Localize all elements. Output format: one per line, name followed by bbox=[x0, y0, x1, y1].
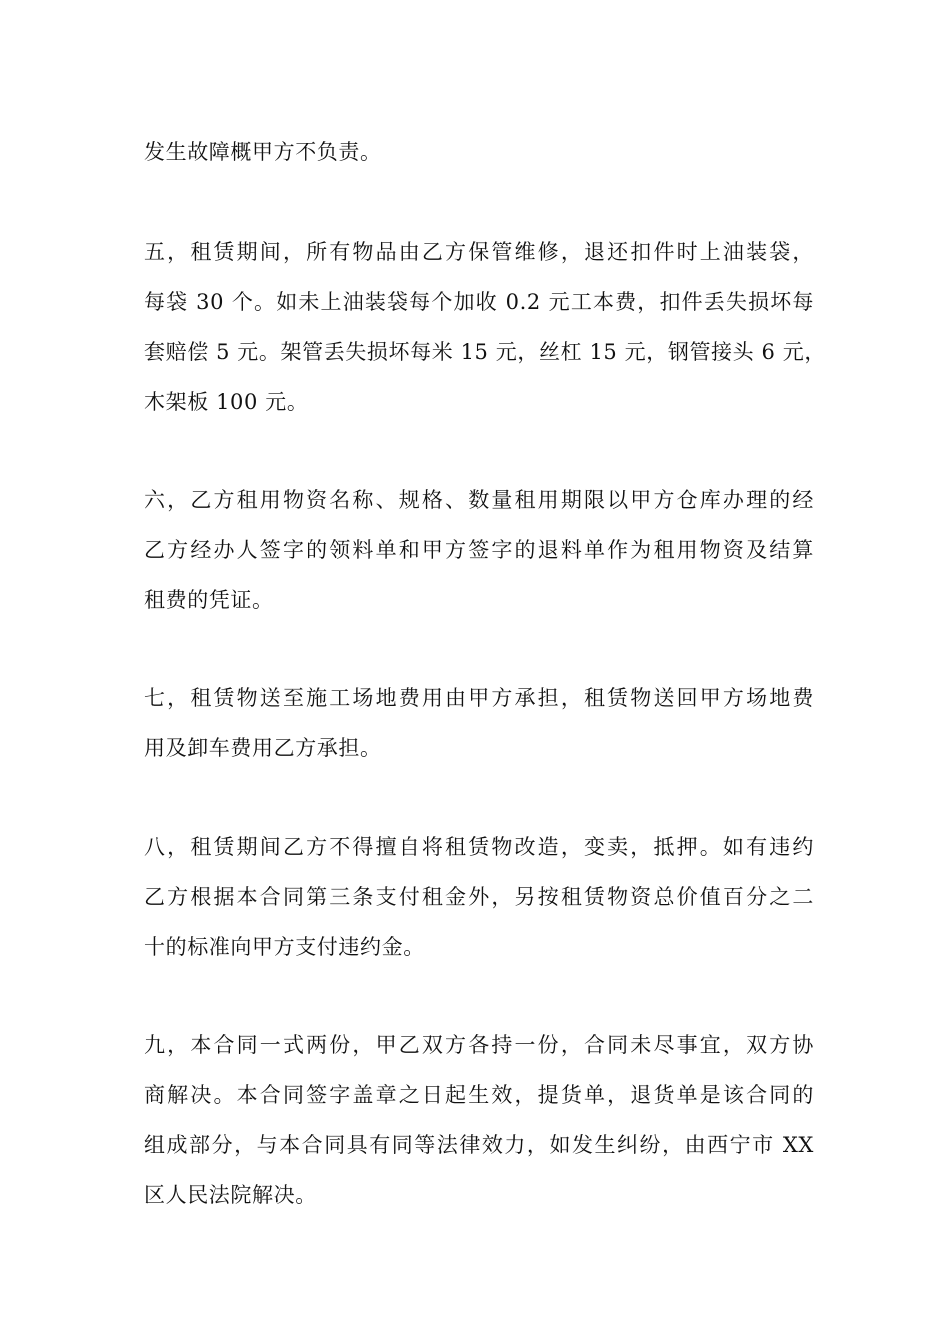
paragraph-clause-7 bbox=[144, 673, 814, 773]
paragraph-clause-8 bbox=[144, 822, 814, 972]
paragraph-line: 组成部分，与本合同具有同等法律效力，如发生纠纷，由西宁市 XX bbox=[144, 1133, 814, 1157]
paragraph-line: 租费的凭证。 bbox=[144, 588, 274, 612]
paragraph-line: 用及卸车费用乙方承担。 bbox=[144, 736, 382, 760]
paragraph-clause-6 bbox=[144, 475, 814, 625]
paragraph-line: 木架板 100 元。 bbox=[144, 390, 309, 414]
paragraph-line: 乙方根据本合同第三条支付租金外，另按租赁物资总价值百分之二 bbox=[144, 885, 814, 909]
paragraph-line: 十的标准向甲方支付违约金。 bbox=[144, 935, 425, 959]
paragraph-line: 九，本合同一式两份，甲乙双方各持一份，合同未尽事宜，双方协 bbox=[144, 1033, 814, 1057]
paragraph-line: 八，租赁期间乙方不得擅自将租赁物改造，变卖，抵押。如有违约 bbox=[144, 835, 814, 859]
paragraph-clause-5 bbox=[144, 227, 826, 427]
paragraph-line: 发生故障概甲方不负责。 bbox=[144, 140, 382, 164]
paragraph-line: 六，乙方租用物资名称、规格、数量租用期限以甲方仓库办理的经 bbox=[144, 488, 814, 512]
paragraph-line: 五，租赁期间，所有物品由乙方保管维修，退还扣件时上油装袋， bbox=[144, 240, 814, 264]
paragraph-line: 商解决。本合同签字盖章之日起生效，提货单，退货单是该合同的 bbox=[144, 1083, 814, 1107]
paragraph-line: 七，租赁物送至施工场地费用由甲方承担，租赁物送回甲方场地费 bbox=[144, 686, 814, 710]
paragraph-continued bbox=[144, 127, 814, 177]
paragraph-line: 区人民法院解决。 bbox=[144, 1183, 317, 1207]
paragraph-line: 每袋 30 个。如未上油装袋每个加收 0.2 元工本费，扣件丢失损坏每 bbox=[144, 290, 814, 314]
paragraph-line: 套赔偿 5 元。架管丢失损坏每米 15 元，丝杠 15 元，钢管接头 6 元， bbox=[144, 340, 826, 364]
paragraph-line: 乙方经办人签字的领料单和甲方签字的退料单作为租用物资及结算 bbox=[144, 538, 814, 562]
paragraph-clause-9 bbox=[144, 1020, 814, 1220]
